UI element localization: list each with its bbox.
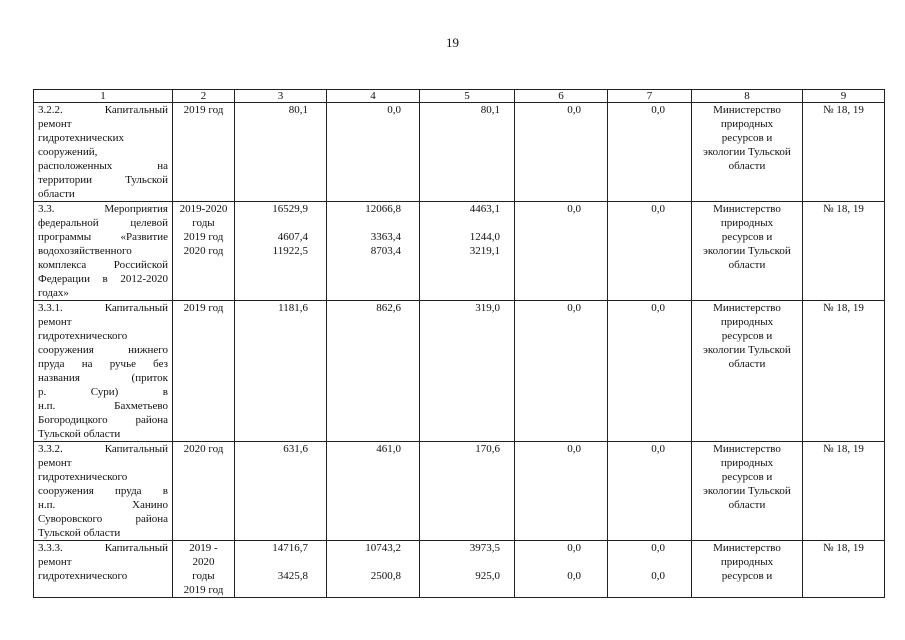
cell-line: комплекса Российской	[38, 259, 168, 271]
cell-line: 4463,1	[469, 203, 500, 215]
cell-line: 2019 - 2020	[189, 542, 218, 568]
measure-name-cell	[34, 442, 173, 541]
cell-line: природных	[720, 217, 774, 229]
amount-cell-c7	[608, 103, 692, 202]
cell-line: ресурсов и	[721, 570, 773, 582]
page-number: 19	[446, 35, 459, 50]
amount-cell-c4	[327, 541, 420, 598]
measure-name-cell	[34, 301, 173, 442]
cell-line: 2020 год	[183, 245, 224, 257]
cell-line: 0,0	[651, 443, 665, 455]
reference-cell: № 18, 19	[803, 541, 885, 598]
cell-line: 3219,1	[469, 245, 500, 257]
cell-line: экологии Тульской	[703, 245, 791, 257]
cell-line: годы	[192, 217, 215, 229]
amount-cell-c5	[420, 541, 515, 598]
period-cell	[173, 541, 235, 598]
cell-line	[612, 555, 665, 569]
cell-line: 0,0	[567, 443, 581, 455]
cell-line: ремонт	[38, 316, 72, 328]
cell-line: области	[728, 499, 766, 511]
cell-line: н.п. Ханино	[38, 499, 168, 511]
table-row	[34, 541, 885, 598]
header-cell: 8	[692, 90, 803, 103]
cell-line: территории Тульской	[38, 174, 168, 186]
amount-cell-c6	[515, 202, 608, 301]
cell-line: 2019-2020	[179, 203, 228, 215]
executor-cell	[692, 442, 803, 541]
amount-cell-c4	[327, 202, 420, 301]
cell-line: ресурсов и	[721, 132, 773, 144]
cell-line: Тульской области	[38, 527, 121, 539]
cell-line: р. Сури) в	[38, 386, 168, 398]
cell-line: 2019 год	[183, 104, 224, 116]
cell-line: 3.3.3. Капитальный	[38, 542, 168, 554]
cell-line: федеральной целевой	[38, 217, 168, 229]
cell-line: 0,0	[567, 104, 581, 116]
cell-line: области	[728, 259, 766, 271]
cell-line: названия (приток	[38, 372, 168, 384]
cell-line	[239, 216, 308, 230]
amount-cell-c7	[608, 301, 692, 442]
cell-line: 0,0	[567, 302, 581, 314]
cell-line: 461,0	[376, 443, 401, 455]
cell-line: гидротехнического	[38, 570, 128, 582]
cell-line: 0,0	[651, 302, 665, 314]
cell-line: 0,0	[651, 104, 665, 116]
table-row	[34, 103, 885, 202]
cell-line: 925,0	[475, 570, 500, 582]
cell-line	[331, 216, 401, 230]
cell-line	[519, 555, 581, 569]
executor-cell	[692, 301, 803, 442]
cell-line: Министерство	[713, 443, 781, 455]
cell-line: 12066,8	[365, 203, 401, 215]
amount-cell-c3	[235, 541, 327, 598]
cell-line: экологии Тульской	[703, 146, 791, 158]
cell-line	[424, 216, 500, 230]
cell-line: Федерации в 2012-2020	[38, 273, 168, 285]
cell-line: сооружения нижнего	[38, 344, 168, 356]
cell-line: 631,6	[283, 443, 308, 455]
amount-cell-c5	[420, 442, 515, 541]
cell-line: 3425,8	[277, 570, 308, 582]
amount-cell-c7	[608, 442, 692, 541]
cell-line: области	[38, 188, 75, 200]
cell-line: Министерство	[713, 302, 781, 314]
table-row	[34, 442, 885, 541]
cell-line: 10743,2	[365, 542, 401, 554]
cell-line: расположенных на	[38, 160, 168, 172]
cell-line: 319,0	[475, 302, 500, 314]
cell-line: 862,6	[376, 302, 401, 314]
cell-line: 3.3.2. Капитальный	[38, 443, 168, 455]
cell-line: Тульской области	[38, 428, 121, 440]
cell-line: программы «Развитие	[38, 231, 168, 243]
amount-cell-c4	[327, 442, 420, 541]
amount-cell-c4	[327, 103, 420, 202]
reference-cell: № 18, 19	[803, 442, 885, 541]
header-cell: 5	[420, 90, 515, 103]
amount-cell-c5	[420, 202, 515, 301]
cell-line: гидротехнического	[38, 471, 128, 483]
cell-line: 1181,6	[278, 302, 308, 314]
cell-line: годы	[192, 570, 215, 582]
cell-line: ресурсов и	[721, 231, 773, 243]
cell-line	[424, 555, 500, 569]
cell-line: 2019 год	[183, 302, 224, 314]
cell-line: 4607,4	[277, 231, 308, 243]
cell-line	[239, 555, 308, 569]
amount-cell-c4	[327, 301, 420, 442]
cell-line: 0,0	[651, 542, 665, 554]
cell-line: 3.2.2. Капитальный	[38, 104, 168, 116]
cell-line: 2500,8	[370, 570, 401, 582]
cell-line: 3363,4	[370, 231, 401, 243]
amount-cell-c6	[515, 301, 608, 442]
executor-cell	[692, 103, 803, 202]
cell-line: 2020 год	[183, 443, 224, 455]
cell-line: экологии Тульской	[703, 344, 791, 356]
header-cell: 3	[235, 90, 327, 103]
amount-cell-c5	[420, 103, 515, 202]
cell-line: 2019 год	[183, 231, 224, 243]
cell-line: ресурсов и	[721, 471, 773, 483]
cell-line: сооружений,	[38, 146, 98, 158]
amount-cell-c3	[235, 202, 327, 301]
header-cell: 1	[34, 90, 173, 103]
measure-name-cell	[34, 202, 173, 301]
period-cell	[173, 202, 235, 301]
cell-line: сооружения пруда в	[38, 485, 168, 497]
executor-cell	[692, 541, 803, 598]
cell-line: Богородицкого района	[38, 414, 168, 426]
amount-cell-c3	[235, 103, 327, 202]
cell-line: 16529,9	[272, 203, 308, 215]
cell-line: 80,1	[288, 104, 308, 116]
cell-line: ремонт	[38, 118, 72, 130]
cell-line: годах»	[38, 287, 69, 299]
cell-line: 11922,5	[272, 245, 308, 257]
cell-line: ремонт	[38, 457, 72, 469]
table-row	[34, 202, 885, 301]
cell-line: природных	[720, 556, 774, 568]
reference-cell: № 18, 19	[803, 103, 885, 202]
amount-cell-c3	[235, 442, 327, 541]
period-cell	[173, 103, 235, 202]
cell-line: 0,0	[651, 570, 665, 582]
cell-line: ремонт	[38, 556, 72, 568]
cell-line: 2019 год	[183, 584, 224, 596]
cell-line: 3.3. Мероприятия	[38, 203, 168, 215]
cell-line: природных	[720, 316, 774, 328]
cell-line: 8703,4	[370, 245, 401, 257]
executor-cell	[692, 202, 803, 301]
cell-line: 14716,7	[272, 542, 308, 554]
amount-cell-c7	[608, 202, 692, 301]
reference-cell: № 18, 19	[803, 202, 885, 301]
header-cell: 4	[327, 90, 420, 103]
amount-cell-c6	[515, 442, 608, 541]
cell-line: 170,6	[475, 443, 500, 455]
header-cell: 9	[803, 90, 885, 103]
cell-line: 1244,0	[469, 231, 500, 243]
cell-line: Министерство	[713, 104, 781, 116]
cell-line: 3.3.1. Капитальный	[38, 302, 168, 314]
cell-line: природных	[720, 457, 774, 469]
amount-cell-c6	[515, 103, 608, 202]
measure-name-cell	[34, 541, 173, 598]
amount-cell-c7	[608, 541, 692, 598]
cell-line: 0,0	[567, 542, 581, 554]
measure-name-cell	[34, 103, 173, 202]
cell-line: 3973,5	[469, 542, 500, 554]
cell-line: 0,0	[387, 104, 401, 116]
cell-line: ресурсов и	[721, 330, 773, 342]
program-table	[33, 89, 885, 598]
column-number-header	[34, 90, 885, 103]
cell-line: водохозяйственного	[38, 245, 132, 257]
cell-line: гидротехнического	[38, 330, 128, 342]
cell-line: области	[728, 358, 766, 370]
amount-cell-c3	[235, 301, 327, 442]
cell-line	[331, 555, 401, 569]
period-cell	[173, 442, 235, 541]
cell-line: 0,0	[567, 570, 581, 582]
table-row	[34, 301, 885, 442]
amount-cell-c5	[420, 301, 515, 442]
amount-cell-c6	[515, 541, 608, 598]
cell-line: пруда на ручье без	[38, 358, 168, 370]
cell-line: Министерство	[713, 542, 781, 554]
cell-line: 0,0	[651, 203, 665, 215]
cell-line: природных	[720, 118, 774, 130]
cell-line: 0,0	[567, 203, 581, 215]
cell-line: 80,1	[480, 104, 500, 116]
reference-cell: № 18, 19	[803, 301, 885, 442]
cell-line: Министерство	[713, 203, 781, 215]
cell-line: н.п. Бахметьево	[38, 400, 168, 412]
period-cell	[173, 301, 235, 442]
header-cell: 7	[608, 90, 692, 103]
cell-line: гидротехнических	[38, 132, 124, 144]
cell-line: области	[728, 160, 766, 172]
cell-line: экологии Тульской	[703, 485, 791, 497]
header-cell: 2	[173, 90, 235, 103]
cell-line: Суворовского района	[38, 513, 168, 525]
header-cell: 6	[515, 90, 608, 103]
